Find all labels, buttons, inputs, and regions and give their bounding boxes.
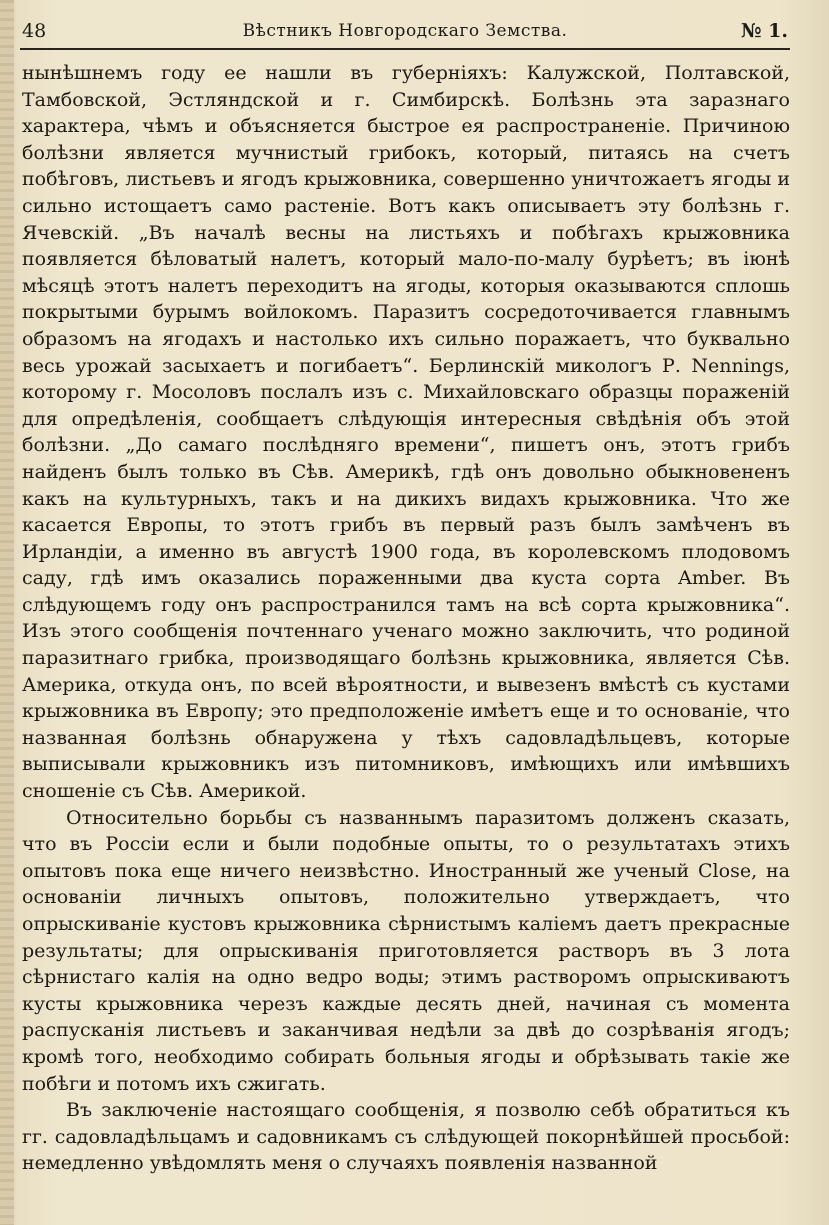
paragraph-control-measures: Относительно борьбы съ названнымъ паразитомъ долженъ сказать, что въ Россіи если и были подобные опыты, то о результатахъ этихъ опытовъ пока еще ничего неизвѣстно. Иностранный же ученый Close, на основаніи личныхъ опытовъ, положительно утверждаетъ, что опрыскиваніе кустовъ крыжовника сѣрнистымъ каліемъ даетъ прекрасные результаты; для опрыскиванія приготовляется растворъ въ 3 лота сѣрнистаго калія на одно ведро воды; этимъ растворомъ опрыскиваютъ кусты крыжовника черезъ каждые десять дней, начиная съ момента распусканія листьевъ и заканчивая недѣли за двѣ до созрѣванія ягодъ; кромѣ того, необходимо собирать больныя ягоды и обрѣзывать такіе же побѣги и потомъ ихъ сжигать. bbox=[22, 806, 790, 1095]
article-body bbox=[22, 60, 790, 1177]
paragraph-conclusion: Въ заключеніе настоящаго сообщенія, я позволю себѣ обратиться къ гг. садовладѣльцамъ и садовникамъ съ слѣдующей покорнѣйшей просьбой: немедленно увѣдомлять меня о случаяхъ появленія названной bbox=[22, 1099, 790, 1175]
page-number: 48 bbox=[22, 20, 47, 42]
page-header bbox=[20, 18, 790, 50]
binding-edge bbox=[0, 0, 14, 1225]
journal-title: Вѣстникъ Новгородскаго Земства. bbox=[242, 21, 568, 41]
paragraph-continued: нынѣшнемъ году ее нашли въ губерніяхъ: Калужской, Полтавской, Тамбовской, Эстляндской и г. Симбирскѣ. Болѣзнь эта заразнаго характера, чѣмъ и объясняется быстрое ея распространеніе. Причиною болѣзни является мучнистый грибокъ, который, питаясь на счетъ побѣговъ, листьевъ и ягодъ крыжовника, совершенно уничтожаетъ ягоды и сильно истощаетъ само растеніе. Вотъ какъ описываетъ эту болѣзнь г. Ячевскій. „Въ началѣ весны на листьяхъ и побѣгахъ крыжовника появляется бѣловатый налетъ, который мало-по-малу бурѣетъ; въ іюнѣ мѣсяцѣ этотъ налетъ переходитъ на ягоды, которыя оказываются сплошь покрытыми бурымъ войлокомъ. Паразитъ сосредоточивается главнымъ образомъ на ягодахъ и настолько ихъ сильно поражаетъ, что буквально весь урожай засыхаетъ и погибаетъ“. Берлинскій микологъ Р. Nennings, которому г. Мосоловъ послалъ изъ с. Михайловскаго образцы пораженій для опредѣленія, сообщаетъ слѣдующія интересныя свѣдѣнія объ этой болѣзни. „До самаго послѣдняго времени“, пишетъ онъ, этотъ грибъ найденъ былъ только въ Сѣв. Америкѣ, гдѣ онъ довольно обыкновененъ какъ на культурныхъ, такъ и на дикихъ видахъ крыжовника. Что же касается Европы, то этотъ грибъ въ первый разъ былъ замѣченъ въ Ирландіи, а именно въ августѣ 1900 года, въ королевскомъ плодовомъ саду, гдѣ имъ оказались пораженными два куста сорта Amber. Въ слѣдующемъ году онъ распространился тамъ на всѣ сорта крыжовника“. Изъ этого сообщенія почтеннаго ученаго можно заключить, что родиной паразитнаго грибка, производящаго болѣзнь крыжовника, является Сѣв. Америка, откуда онъ, по всей вѣроятности, и вывезенъ вмѣстѣ съ кустами крыжовника въ Европу; это предположеніе имѣетъ еще и то основаніе, что названная болѣзнь обнаружена у тѣхъ садовладѣльцевъ, которые выписывали крыжовникъ изъ питомниковъ, имѣющихъ или имѣвшихъ сношеніе съ Сѣв. Америкой. bbox=[22, 62, 790, 803]
issue-number: № 1. bbox=[740, 20, 788, 42]
